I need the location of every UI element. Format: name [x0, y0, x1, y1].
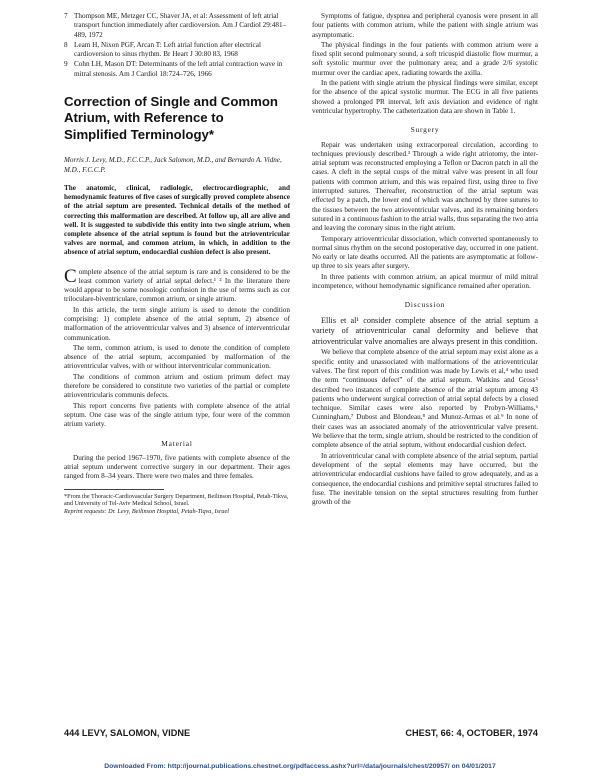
- intro-paragraph: [64, 265, 290, 305]
- reference-number: 9: [64, 60, 68, 69]
- page-footer-right: CHEST, 66: 4, OCTOBER, 1974: [405, 728, 538, 738]
- discussion-paragraph: Ellis et al¹ consider complete absence of the atrial septum a variety of atrioventricular canal deformity and believe that atrioventricular valve anomalies are always present in this condition.: [312, 315, 538, 346]
- article-authors: Morris J. Levy, M.D., F.C.C.P., Jack Salomon, M.D., and Bernardo A. Vidne, M.D., F.C.C.P.: [64, 156, 282, 174]
- page-footer: [64, 728, 538, 738]
- intro-paragraph: This report concerns five patients with complete absence of the atrial septum. One case was of the single atrium type, four were of the common atrium variety.: [64, 401, 290, 429]
- left-column: [64, 12, 290, 516]
- discussion-paragraph: In atrioventricular canal with complete absence of the atrial septum, partial development of the septal elements may have occurred, but the atrioventricular endocardial cushions have failed to grow adequately, and as a consequence, the endocardial cushions and primitive septal structures failed to fuse. The inevitable tension on the septal structures resulting from further growth of the: [312, 451, 538, 507]
- footnote-affiliation: *From the Thoracic-Cardiovascular Surgery Department, Beilinson Hospital, Petah-Tikva, and University of Tel-Aviv Medical School, Israel.: [64, 492, 289, 508]
- drop-cap: C: [64, 265, 77, 287]
- surgery-paragraph: Repair was undertaken using extracorporeal circulation, according to techniques previously described.³ Through a wide right atriotomy, the inter-atrial septum was reconstructed employing a Teflon or Dacron patch in all the cases. A cleft in the septal cusps of the mitral valve was present in all four patients with common atrium, and this was repaired first, using three to five interrupted sutures. Thereafter, reconstruction of the atrial septum was effected by a patch, the lower end of which was anchored by three sutures to the tissues between the two atrioventricular valves, and its remaining borders sutured in a continuous fashion to the atrial walls, thus separating the two atria and leaving the coronary sinus in the right atrium.: [312, 140, 538, 233]
- intro-paragraph: The term, common atrium, is used to denote the condition of complete absence of the atrial septum, accompanied by malformation of the atrioventricular valves, with or without interventricular communication.: [64, 343, 290, 371]
- reference-number: 7: [64, 12, 68, 20]
- download-notice: Downloaded From: http://journal.publications.chestnet.org/pdfaccess.ashx?url=/data/journals/chest/20957/ on 04/01/2017: [104, 763, 496, 770]
- reference-list: [64, 12, 290, 79]
- body-paragraph: The physical findings in the four patients with common atrium were a fixed split second pulmonary sound, a soft tricuspid diastolic flow murmur, a soft systolic murmur over the pulmonary area; and a grade 2/6 systolic murmur over the cardiac apex, radiating towards the axilla.: [312, 40, 538, 77]
- article-title: Correction of Single and Common Atrium, with Reference to Simplified Terminology*: [64, 94, 278, 142]
- section-heading-surgery: Surgery: [410, 125, 440, 135]
- article-abstract: The anatomic, clinical, radiologic, electrocardiographic, and hemodynamic features of five cases of surgically proved complete absence of the atrial septum are presented. Technical details of the method of correcting this malformation are described. At follow up, all are alive and well. It is suggested to subdivide this entity into two single atrium, when complete absence of the atrial septum is found but the atrioventricular valves are normal, and common atrium, in which, in addition to the absence of atrial septum, endocardial cushion defect is also present.: [64, 183, 290, 257]
- footnote: [64, 493, 290, 516]
- intro-text: omplete absence of the atrial septum is rare and is considered to be the least common variety of atrial septal defect.¹ ² In the literature there would appear to be some nosologic confusion in the use of terms such as cor triloculare-biventriculare, common atrium, or single atrium.: [64, 267, 290, 304]
- reference-item: [64, 12, 290, 40]
- surgery-paragraph: Temporary atrioventricular dissociation, which converted spontaneously to normal sinus rhythm on the second postoperative day, occurred in one patient. No early or late deaths occurred. All the patients are asymptomatic at follow-up three to six years after surgery.: [312, 234, 538, 271]
- right-column: [312, 12, 538, 508]
- reference-text: Cohn LH, Mason DT: Determinants of the left atrial contraction wave in mitral stenosis. Am J Cardiol 18:724–726, 1966: [74, 60, 283, 78]
- section-heading-material: Material: [161, 438, 193, 448]
- intro-paragraph: In this article, the term single atrium is used to denote the condition comprising: 1) complete absence of the atrial septum, 2) absence of malformation of the atrioventricular valves and 3) absence of interventricular communication.: [64, 305, 290, 342]
- reference-text: Leam H, Nixon PGF, Arcan T: Left atrial function after electrical cardioversion to sinus rhythm. Br Heart J 30:80 83, 1968: [74, 40, 261, 59]
- surgery-paragraph: In three patients with common atrium, an apical murmur of mild mitral incompetence, without hemodynamic significance remained after operation.: [312, 272, 538, 291]
- intro-paragraph: The conditions of common atrium and ostium primum defect may therefore be considered to constitute two varieties of the partial or complete atrioventricularis communis defects.: [64, 372, 290, 400]
- footnote-reprint: Reprint requests: Dr. Levy, Beilinson Hospital, Petah-Tiqva, Israel: [64, 507, 229, 515]
- discussion-paragraph: We believe that complete absence of the atrial septum may exist alone as a specific entity and unassociated with malformations of the atrioventricular valves. The first report of this condition was made by Lewis et al,⁴ who used the term “continuous defect” of the atrial septum. Watkins and Gross⁵ described two instances of complete absence of the atrial septum among 43 patients who underwent surgical correction of atrial septal defects by a closed technique. Similar cases were also reported by Probyn-Williams,⁶ Cunningham,⁷ Dubost and Blondeau,⁸ and Munoz-Armas et al.⁹ In none of their cases was an associated anomaly of the atrioventricular valve present. We believe that the term, single atrium, should be restricted to the condition of complete absence of the atrial septum, without endocardial cushion defect.: [312, 348, 538, 450]
- body-paragraph: Symptoms of fatigue, dyspnea and peripheral cyanosis were present in all four patients with common atrium, while the patient with single atrium was asymptomatic.: [312, 12, 538, 39]
- reference-item: [64, 60, 290, 79]
- page-footer-left: 444 LEVY, SALOMON, VIDNE: [64, 728, 191, 738]
- reference-item: [64, 41, 290, 60]
- material-paragraph: During the period 1967–1970, five patients with complete absence of the atrial septum underwent corrective surgery in our department. Their ages ranged from 8–34 years. There were two males and three females.: [64, 453, 290, 481]
- section-heading-discussion: Discussion: [404, 300, 446, 310]
- body-paragraph: In the patient with single atrium the physical findings were similar, except for the absence of the apical systolic murmur. The ECG in all five patients showed a prolonged PR interval, left axis deviation and evidence of right ventricular hypertrophy. The catheterization data are shown in Table 1.: [312, 79, 538, 115]
- reference-number: 8: [64, 40, 68, 49]
- reference-text: Thompson ME, Metzger CC, Shaver JA, et al: Assessment of left atrial transport function immediately after cardioversion. Am J Cardiol 29:481–489, 1972: [74, 12, 287, 39]
